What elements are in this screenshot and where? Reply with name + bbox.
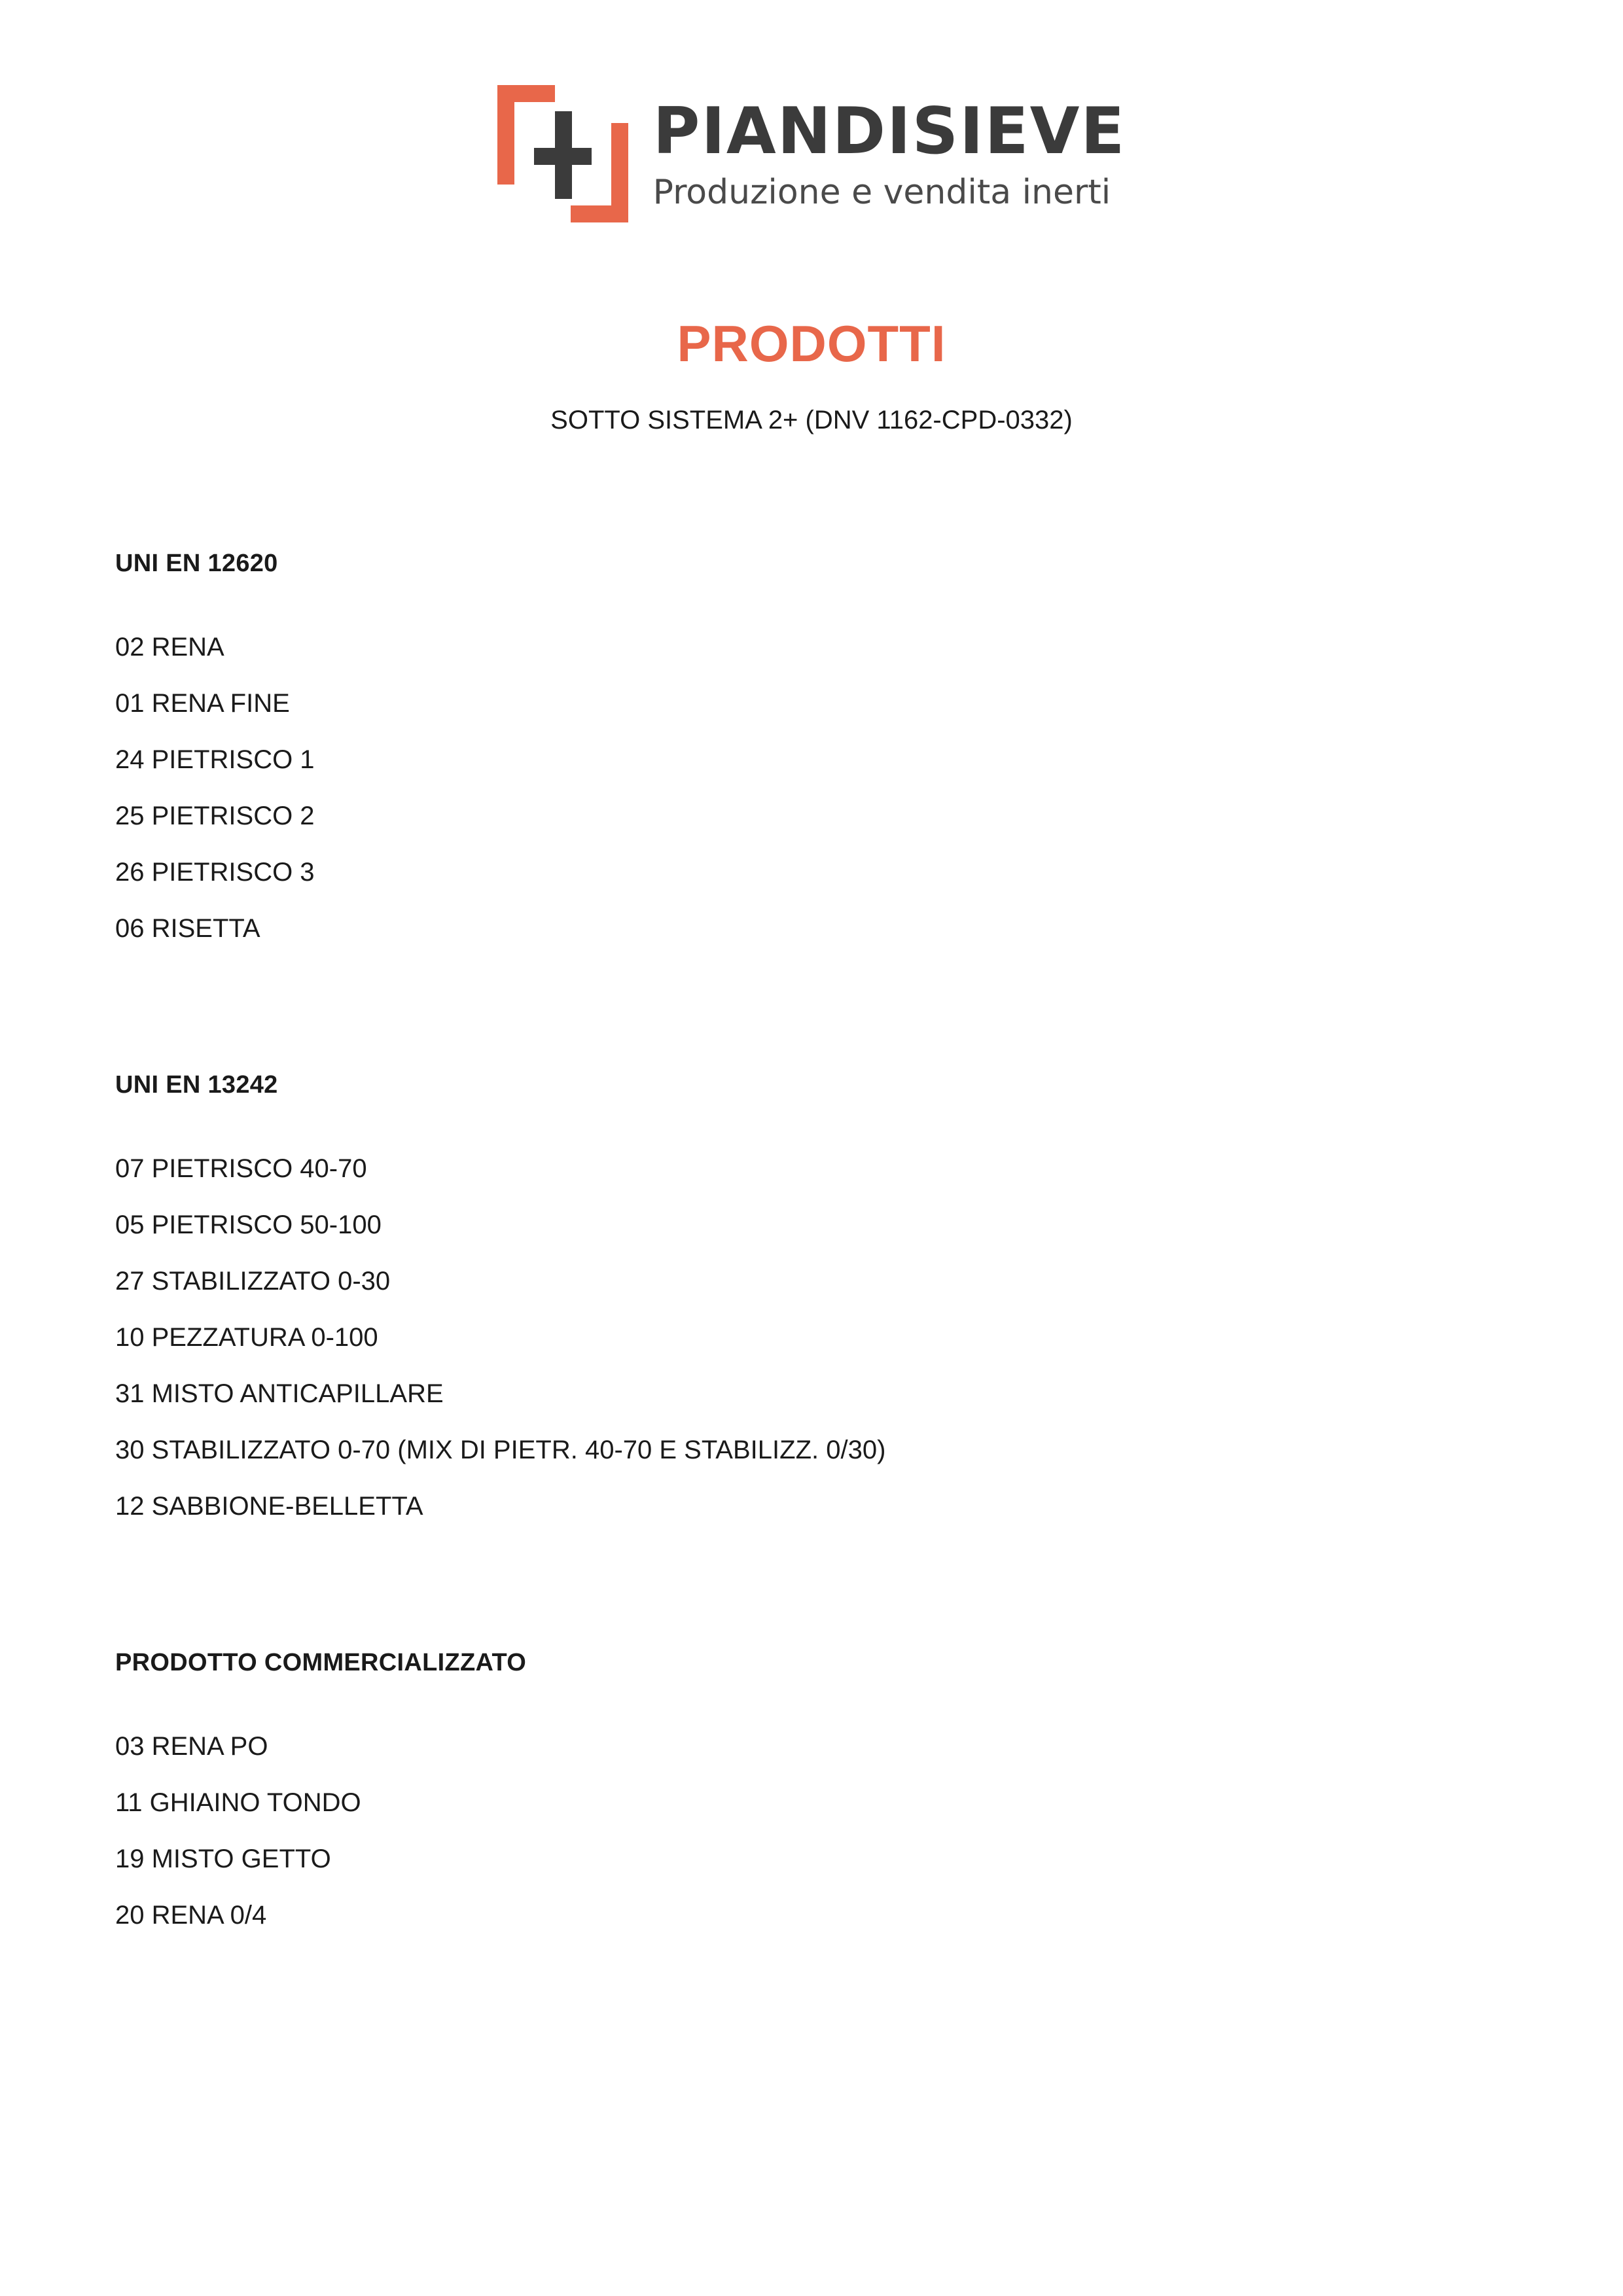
list-item: 30 STABILIZZATO 0-70 (MIX DI PIETR. 40-70 E STABILIZZ. 0/30) [115,1436,886,1464]
piandisieve-logo-mark-icon [497,85,628,222]
list-item: 12 SABBIONE-BELLETTA [115,1492,423,1521]
section-uni-en-12620 [115,550,1509,942]
page-title: PRODOTTI [677,315,946,372]
list-item: 26 PIETRISCO 3 [115,858,315,887]
product-list [115,550,1509,1958]
list-item: 07 PIETRISCO 40-70 [115,1154,367,1183]
logo-text [653,96,1126,211]
page-subtitle: SOTTO SISTEMA 2+ (DNV 1162-CPD-0332) [550,406,1073,434]
section-heading: UNI EN 12620 [115,550,278,577]
section-prodotto-commercializzato [115,1649,1509,1928]
brand-name: PIANDISIEVE [652,94,1126,169]
list-item: 20 RENA 0/4 [115,1901,267,1930]
brand-tagline: Produzione e vendita inerti [652,173,1111,213]
section-divider [115,972,1509,1071]
list-item: 31 MISTO ANTICAPILLARE [115,1379,444,1408]
list-item: 03 RENA PO [115,1732,268,1761]
list-item: 11 GHIAINO TONDO [115,1788,361,1817]
list-item: 25 PIETRISCO 2 [115,802,315,830]
section-heading: UNI EN 13242 [115,1071,278,1099]
list-item: 27 STABILIZZATO 0-30 [115,1267,391,1296]
list-item: 05 PIETRISCO 50-100 [115,1210,382,1239]
list-item: 24 PIETRISCO 1 [115,745,315,774]
logo [497,85,1126,222]
logo-block [0,85,1623,222]
list-item: 01 RENA FINE [115,689,290,718]
list-item: 06 RISETTA [115,914,260,943]
list-item: 02 RENA [115,633,224,662]
section-divider [115,1549,1509,1649]
list-item: 19 MISTO GETTO [115,1845,331,1873]
section-heading: PRODOTTO COMMERCIALIZZATO [115,1649,527,1676]
section-uni-en-13242 [115,1071,1509,1519]
list-item: 10 PEZZATURA 0-100 [115,1323,378,1352]
